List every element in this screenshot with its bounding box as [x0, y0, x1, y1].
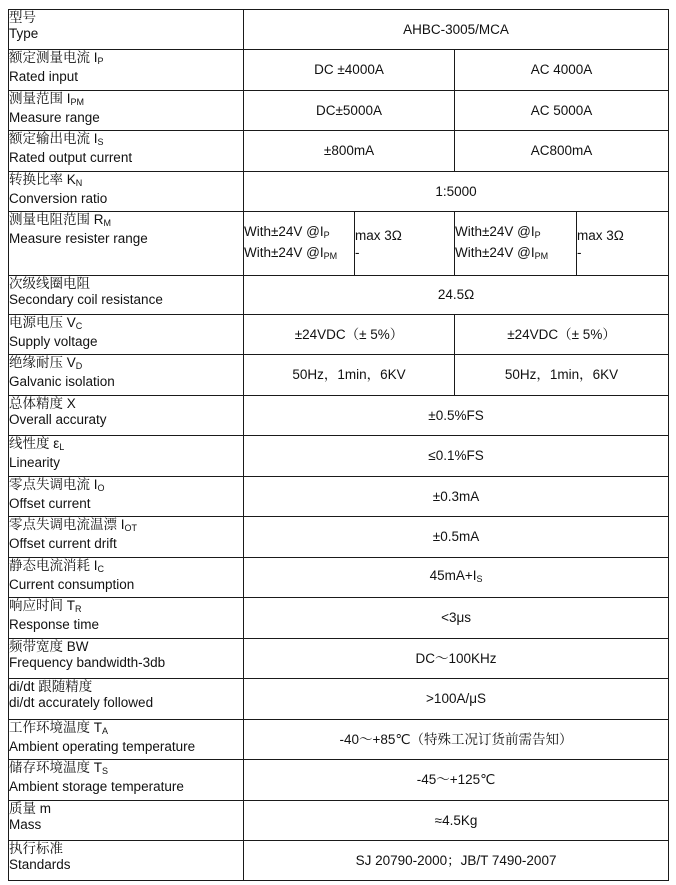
subscript: S [102, 766, 109, 776]
dc-value-cell [244, 50, 455, 91]
subscript: OT [124, 523, 138, 533]
condition-line [455, 244, 576, 265]
label-en: Rated input [9, 69, 79, 84]
spec-table [8, 9, 669, 881]
label-cn [9, 91, 243, 110]
label-cn-text: 静态电流消耗 [9, 558, 94, 573]
resister-right-condition [455, 212, 577, 276]
subscript: C [75, 321, 83, 331]
label-en: Type [9, 26, 39, 41]
label-cn-text: 电源电压 [9, 315, 67, 330]
condition-text: With±24V @I [244, 244, 324, 260]
ac-value: AC 4000A [530, 62, 593, 77]
condition-line [244, 223, 354, 244]
ac-value: AC800mA [530, 143, 593, 158]
value-text: >100A/μS [426, 691, 486, 706]
value-text: -45～+125℃ [416, 772, 496, 787]
spec-row-galvanic-isolation [9, 355, 669, 396]
label-cn-text: 测量电阻范围 [9, 212, 94, 227]
label-cell [9, 436, 244, 477]
label-cell [9, 10, 244, 50]
label-symbol: ε [53, 436, 60, 451]
ac-value-cell [455, 91, 669, 131]
label-cn-text: 型号 [9, 10, 36, 25]
label-cn [9, 639, 243, 655]
value-cell [244, 801, 669, 841]
label-cell [9, 477, 244, 517]
label-cn-text: 响应时间 [9, 598, 67, 613]
value-cell [244, 436, 669, 477]
label-cn [9, 172, 243, 191]
label-cn [9, 315, 243, 334]
subscript: S [97, 137, 104, 147]
subscript: PM [70, 97, 85, 107]
value-text: ±0.5%FS [428, 407, 484, 423]
subscript: O [97, 483, 105, 493]
label-symbol: I [93, 50, 98, 65]
label-en: Rated output current [9, 150, 133, 165]
subscript: PM [323, 250, 338, 261]
value-text: 1:5000 [435, 183, 477, 199]
label-en: Overall accuraty [9, 412, 107, 427]
value-cell [244, 598, 669, 639]
condition-line [455, 223, 576, 244]
label-cell [9, 679, 244, 720]
label-cn-text: 总体精度 X [9, 396, 76, 411]
label-cn-text: 储存环境温度 [9, 760, 94, 775]
label-en: Offset current [9, 496, 91, 511]
label-cn [9, 801, 243, 817]
label-cn-text: 转换比率 [9, 172, 67, 187]
ac-value: AC 5000A [530, 102, 593, 118]
resister-left-value [355, 212, 455, 276]
resister-value: max 3Ω [577, 227, 624, 243]
value-cell [244, 276, 669, 315]
value-text: ±0.3mA [432, 488, 480, 504]
spec-row-standards [9, 841, 669, 881]
label-en: Measure range [9, 110, 100, 125]
resister-value-line [355, 244, 454, 261]
subscript: C [97, 564, 105, 574]
label-cn [9, 760, 243, 779]
value-text: DC～100KHz [415, 650, 497, 666]
spec-row-supply-voltage [9, 315, 669, 355]
label-cell [9, 720, 244, 760]
label-en: Ambient operating temperature [9, 739, 196, 754]
spec-row-resister-range [9, 212, 669, 276]
label-cell [9, 50, 244, 91]
resister-value: - [577, 244, 582, 260]
label-cell [9, 212, 244, 276]
label-symbol: I [93, 131, 98, 146]
spec-row-linearity [9, 436, 669, 477]
label-cn-text: 零点失调电流温漂 [9, 517, 121, 532]
value-text: ≤0.1%FS [428, 448, 484, 463]
label-en: Supply voltage [9, 334, 98, 349]
label-cn-text: 绝缘耐压 [9, 355, 67, 370]
ac-value-cell [455, 50, 669, 91]
value-cell [244, 841, 669, 881]
value-cell [244, 558, 669, 598]
label-en: Secondary coil resistance [9, 292, 163, 307]
dc-value-cell [244, 91, 455, 131]
label-cn [9, 720, 243, 739]
label-en: Linearity [9, 455, 61, 470]
value-cell [244, 396, 669, 436]
resister-value: max 3Ω [355, 227, 402, 243]
label-cn [9, 212, 243, 231]
spec-row-current-consumption [9, 558, 669, 598]
label-cell [9, 276, 244, 315]
label-symbol: V [66, 355, 76, 370]
label-cn [9, 276, 243, 292]
label-symbol: T [66, 598, 76, 613]
value-cell [244, 477, 669, 517]
spec-table-body [9, 10, 669, 881]
spec-row-measure-range [9, 91, 669, 131]
spec-row-di-dt [9, 679, 669, 720]
label-en: Galvanic isolation [9, 374, 115, 389]
label-cn [9, 477, 243, 496]
ac-value-cell [455, 355, 669, 396]
label-en: Measure resister range [9, 231, 148, 246]
label-cell [9, 172, 244, 212]
label-cn-text: 线性度 [9, 436, 54, 451]
label-cell [9, 355, 244, 396]
subscript: P [534, 229, 541, 240]
label-en: Standards [9, 857, 71, 872]
resister-value: - [355, 244, 360, 260]
label-en: Offset current drift [9, 536, 117, 551]
value-text: SJ 20790-2000；JB/T 7490-2007 [355, 852, 557, 868]
label-symbol: I [66, 91, 71, 106]
value-cell [244, 639, 669, 679]
label-en: Mass [9, 817, 42, 832]
subscript: L [59, 442, 65, 452]
label-symbol: K [66, 172, 76, 187]
label-en: Response time [9, 617, 100, 632]
label-symbol: I [93, 558, 98, 573]
label-cell [9, 598, 244, 639]
dc-value: DC±5000A [316, 102, 382, 118]
label-cn [9, 517, 243, 536]
ac-value-cell [455, 315, 669, 355]
label-cn [9, 558, 243, 577]
label-cn [9, 396, 243, 412]
spec-row-offset-current [9, 477, 669, 517]
value-text: 24.5Ω [437, 287, 475, 302]
subscript: D [75, 361, 83, 371]
label-cn [9, 355, 243, 374]
label-symbol: V [66, 315, 76, 330]
label-symbol: I [93, 477, 98, 492]
label-cn-text: 执行标准 [9, 841, 63, 856]
spec-row-offset-drift [9, 517, 669, 558]
dc-value: ±800mA [323, 143, 375, 158]
value-text: 45mA+I [429, 568, 477, 583]
spec-row-rated-output [9, 131, 669, 172]
spec-row-rated-input [9, 50, 669, 91]
subscript: R [75, 604, 82, 614]
label-cell [9, 396, 244, 436]
label-en: Ambient storage temperature [9, 779, 184, 794]
label-cell [9, 801, 244, 841]
value-cell [244, 172, 669, 212]
ac-value: ±24VDC（± 5%） [507, 326, 616, 342]
label-cn [9, 50, 243, 69]
dc-value-cell [244, 315, 455, 355]
spec-row-storage-temp [9, 760, 669, 801]
condition-line [244, 244, 354, 265]
resister-value-line [577, 227, 668, 244]
resister-left-condition [244, 212, 355, 276]
label-cell [9, 517, 244, 558]
label-cn-text: 测量范围 [9, 91, 67, 106]
value-cell [244, 517, 669, 558]
spec-row-mass [9, 801, 669, 841]
value-cell [244, 720, 669, 760]
label-cell [9, 558, 244, 598]
label-cn-text: 质量 m [9, 801, 51, 816]
label-cell [9, 841, 244, 881]
resister-value-line [577, 244, 668, 261]
subscript: P [97, 56, 104, 66]
value-text: AHBC-3005/MCA [403, 21, 509, 37]
ac-value-cell [455, 131, 669, 172]
condition-text: With±24V @I [455, 223, 535, 239]
label-cn-text: 频带宽度 BW [9, 639, 89, 654]
condition-text: With±24V @I [455, 244, 535, 260]
label-cn [9, 679, 243, 695]
value-text: ±0.5mA [432, 529, 480, 544]
value-cell [244, 10, 669, 50]
subscript: P [323, 229, 330, 240]
label-symbol: T [93, 760, 103, 775]
resister-right-value [577, 212, 669, 276]
spec-row-conversion-ratio [9, 172, 669, 212]
label-cn-text: 零点失调电流 [9, 477, 94, 492]
label-cn-text: 额定测量电流 [9, 50, 94, 65]
dc-value-cell [244, 131, 455, 172]
resister-value-line [355, 227, 454, 244]
subscript: S [476, 574, 483, 584]
value-cell [244, 679, 669, 720]
label-en: Frequency bandwidth-3db [9, 655, 166, 670]
label-cn [9, 841, 243, 857]
label-cn-text: 次级线圈电阻 [9, 276, 90, 291]
spec-row-secondary-coil [9, 276, 669, 315]
spec-row-operating-temp [9, 720, 669, 760]
label-symbol: R [93, 212, 104, 227]
subscript: N [75, 178, 83, 188]
label-symbol: I [120, 517, 125, 532]
value-cell [244, 760, 669, 801]
spec-row-response-time [9, 598, 669, 639]
spec-row-overall-accuracy [9, 396, 669, 436]
label-cn [9, 436, 243, 455]
ac-value: 50Hz，1min，6KV [504, 367, 619, 382]
subscript: M [103, 218, 112, 228]
label-en: Conversion ratio [9, 191, 108, 206]
spec-row-bandwidth [9, 639, 669, 679]
label-cell [9, 131, 244, 172]
label-cn [9, 598, 243, 617]
label-cell [9, 639, 244, 679]
value-text: ≈4.5Kg [434, 812, 478, 828]
dc-value: ±24VDC（± 5%） [294, 326, 404, 342]
label-en: di/dt accurately followed [9, 695, 154, 710]
label-cn-text: 工作环境温度 [9, 720, 94, 735]
label-cn [9, 10, 243, 26]
label-en: Current consumption [9, 577, 135, 592]
subscript: A [102, 726, 109, 736]
condition-text: With±24V @I [244, 223, 324, 239]
label-cn-text: di/dt 跟随精度 [9, 679, 93, 694]
label-cn-text: 额定输出电流 [9, 131, 94, 146]
subscript: PM [534, 250, 549, 261]
label-cell [9, 315, 244, 355]
dc-value: DC ±4000A [314, 62, 384, 77]
value-text: <3μs [441, 610, 471, 625]
label-cn [9, 131, 243, 150]
label-cell [9, 91, 244, 131]
dc-value-cell [244, 355, 455, 396]
label-symbol: T [93, 720, 103, 735]
spec-row-type [9, 10, 669, 50]
label-cell [9, 760, 244, 801]
dc-value: 50Hz，1min，6KV [292, 367, 406, 382]
value-text: -40～+85℃（特殊工况订货前需告知） [339, 731, 573, 747]
